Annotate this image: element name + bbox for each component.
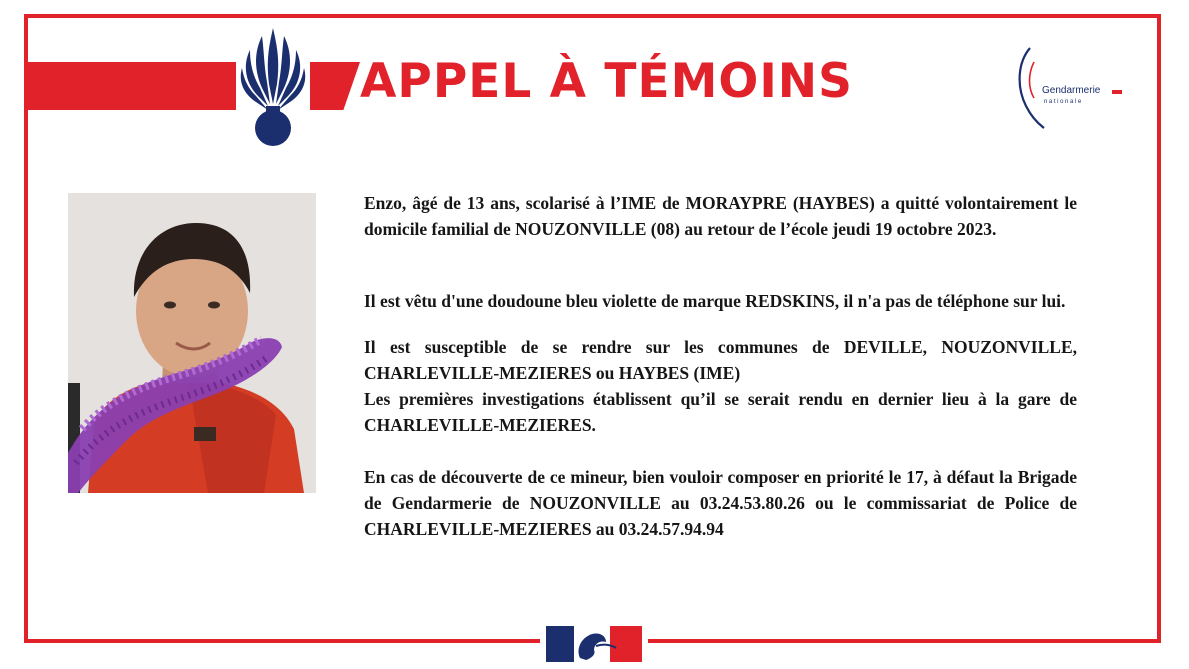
notice-paragraph-4: Les premières investigations établissent qu’il se serait rendu en dernier lieu à la gare de CHARLEVILLE-MEZIERES. [364,389,1077,435]
gendarmerie-flame-emblem-icon [236,26,310,150]
logo-name: Gendarmerie [1042,85,1101,96]
logo-red-bar [1112,90,1122,94]
gendarmerie-nationale-logo [1014,44,1134,130]
red-header-band [28,62,360,110]
notice-paragraph-3: Il est susceptible de se rendre sur les communes de DEVILLE, NOUZONVILLE, CHARLEVILLE-MEZIERES ou HAYBES (IME) [364,337,1077,383]
notice-body [364,190,1077,542]
notice-paragraph-1: Enzo, âgé de 13 ans, scolarisé à l’IME de MORAYPRE (HAYBES) a quitté volontairement le domicile familial de NOUZONVILLE (08) au retour de l’école jeudi 19 octobre 2023. [364,193,1077,239]
notice-paragraph-2: Il est vêtu d'une doudoune bleu violette de marque REDSKINS, il n'a pas de téléphone sur lui. [364,291,1066,311]
notice-paragraph-5: En cas de découverte de ce mineur, bien vouloir composer en priorité le 17, à défaut la Brigade de Gendarmerie de NOUZONVILLE au 03.24.53.80.26 ou le commissariat de Police de CHARLEVILLE-MEZIERES au 03.24.57.94.94 [364,467,1077,539]
page-title: APPEL À TÉMOINS [360,54,853,109]
marianne-republic-logo-icon [540,622,648,664]
missing-person-photo [68,193,316,493]
logo-subtitle: nationale [1044,99,1083,105]
